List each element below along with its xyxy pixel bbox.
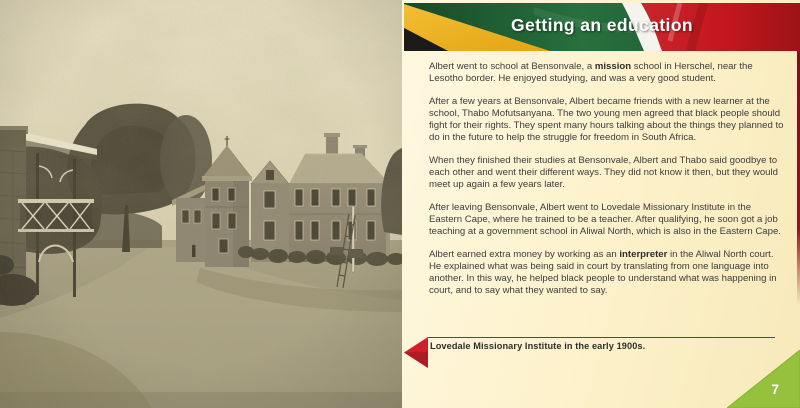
paragraph: After a few years at Bensonvale, Albert became friends with a new learner at the school, Thabo Mofutsanyana. The two young men agreed that black people should fight for their rights. They spent many hours talking about the things they planned to do in the future to help the struggle for freedom in South Africa. (429, 96, 784, 143)
article-text (429, 61, 785, 308)
flag-banner (404, 3, 800, 51)
page-title: Getting an education (510, 15, 694, 35)
paragraph: Albert went to school at Bensonvale, a mission school in Herschel, near the Lesotho border. He enjoyed studying, and was a very good student. (429, 61, 753, 84)
page-corner (727, 350, 800, 408)
page-number: 7 (771, 382, 779, 397)
paragraph: After leaving Bensonvale, Albert went to Lovedale Missionary Institute in the Eastern Cape, where he trained to be a teacher. After qualifying, he soon got a job teaching at a government school in Aliwal North, which is also in the Eastern Cape. (429, 202, 781, 237)
caption-rule (428, 337, 775, 338)
caption-arrow-icon (403, 336, 429, 369)
photo-caption: Lovedale Missionary Institute in the early 1900s. (430, 341, 646, 351)
paragraph: When they finished their studies at Bensonvale, Albert and Thabo said goodbye to each other and went their different ways. They did not know it then, but they would meet up again a few years later. (429, 155, 778, 190)
right-page (402, 0, 800, 408)
paragraph: Albert earned extra money by working as an interpreter in the Aliwal North court. He explained what was being said in court by translating from one language into another. In this way, he helped black people to understand what was happening in court, and to say what they wanted to say. (429, 249, 777, 296)
